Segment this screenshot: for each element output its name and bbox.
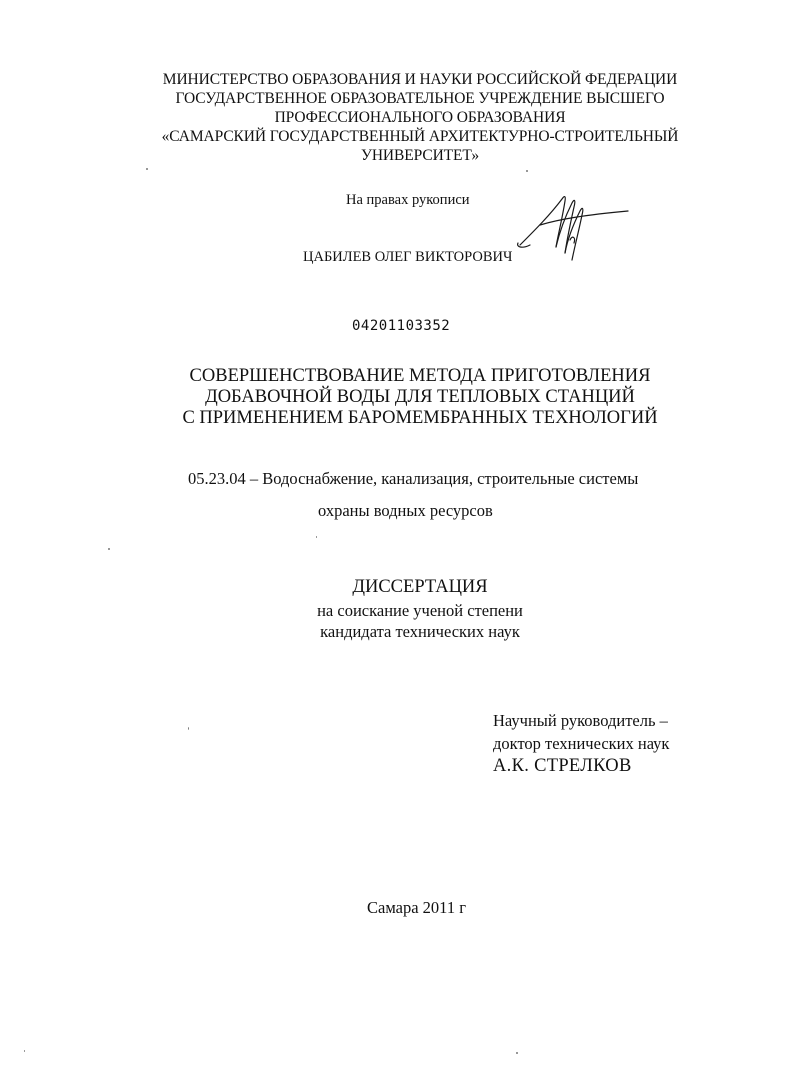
supervisor-role: Научный руководитель – [493,711,668,730]
supervisor-name: А.К. СТРЕЛКОВ [493,756,632,776]
registration-number: 04201103352 [352,318,451,334]
scan-speck [516,1052,518,1054]
author-signature [510,185,640,270]
specialty-code-line: 05.23.04 – Водоснабжение, канализация, строительные системы [188,469,639,488]
title-line-2: ДОБАВОЧНОЙ ВОДЫ ДЛЯ ТЕПЛОВЫХ СТАНЦИЙ [205,387,635,407]
scan-speck [526,170,528,172]
scan-speck [24,1050,25,1052]
manuscript-rights: На правах рукописи [346,192,470,208]
title-line-1: СОВЕРШЕНСТВОВАНИЕ МЕТОДА ПРИГОТОВЛЕНИЯ [189,366,651,386]
scan-speck [146,168,148,170]
header-line-university-end: УНИВЕРСИТЕТ» [360,147,480,164]
specialty-continuation: охраны водных ресурсов [318,501,493,520]
degree-description [220,600,620,642]
degree-line-2: кандидата технических наук [320,622,520,641]
dissertation-title [120,366,720,429]
header-line-ministry: МИНИСТЕРСТВО ОБРАЗОВАНИЯ И НАУКИ РОССИЙСКОЙ ФЕДЕРАЦИИ [162,71,678,88]
scan-speck [108,548,110,550]
scan-speck [188,727,189,730]
supervisor-block [493,709,669,778]
supervisor-degree: доктор технических наук [493,734,670,753]
title-line-3: С ПРИМЕНЕНИЕМ БАРОМЕМБРАННЫХ ТЕХНОЛОГИЙ [182,408,658,428]
author-name: ЦАБИЛЕВ ОЛЕГ ВИКТОРОВИЧ [303,249,513,265]
scan-speck [316,536,317,538]
document-type: ДИССЕРТАЦИЯ [352,577,488,597]
degree-line-1: на соискание ученой степени [317,601,523,620]
header-line-education: ПРОФЕССИОНАЛЬНОГО ОБРАЗОВАНИЯ [274,109,566,126]
city-year: Самара 2011 г [367,898,466,917]
header-line-university: «САМАРСКИЙ ГОСУДАРСТВЕННЫЙ АРХИТЕКТУРНО-СТРОИТЕЛЬНЫЙ [161,128,679,145]
institution-header [95,70,745,165]
header-line-institution-type: ГОСУДАРСТВЕННОЕ ОБРАЗОВАТЕЛЬНОЕ УЧРЕЖДЕНИЕ ВЫСШЕГО [175,90,665,107]
